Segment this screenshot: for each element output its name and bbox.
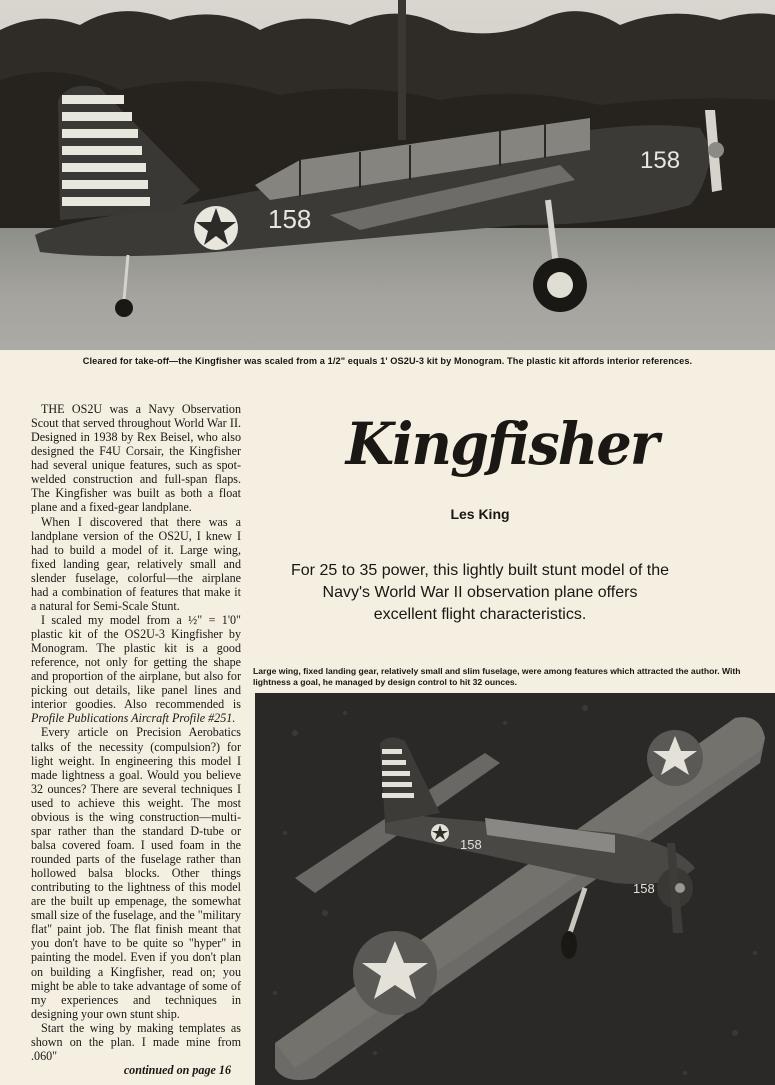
caption-top-photo: Cleared for take-off—the Kingfisher was scaled from a 1/2" equals 1' OS2U-3 kit by Monogram. The plastic kit affords interior references. bbox=[82, 356, 693, 366]
article-title: Kingfisher bbox=[345, 410, 658, 478]
article-author: Les King bbox=[450, 506, 510, 522]
caption-bottom-photo: Large wing, fixed landing gear, relatively small and slim fuselage, were among features which attracted the author. With lightness a goal, he managed by design control to hit 32 ounces. bbox=[253, 666, 741, 687]
fuselage-number-rear: 158 bbox=[268, 204, 312, 234]
cowl-number: 158 bbox=[633, 881, 655, 896]
paragraph-3 bbox=[31, 613, 241, 726]
fuselage-number-side: 158 bbox=[460, 837, 482, 852]
paragraph-5: Start the wing by making templates as shown on the plan. I made mine from .060" bbox=[31, 1020, 241, 1063]
photo-top-airplane-takeoff bbox=[0, 0, 775, 350]
paragraph-2: When I discovered that there was a landplane version of the OS2U, I knew I had to build a model of it. Large wing, fixed landing gear, relatively small and slender fuselage, colorful—the airplane had a combination of features that make it a natural for Semi-Scale Stunt. bbox=[31, 514, 241, 613]
fuselage-number-front: 158 bbox=[640, 147, 681, 174]
article-body bbox=[31, 402, 241, 1077]
paragraph-3-text: I scaled my model from a ½" = 1'0" plastic kit of the OS2U-3 Kingfisher by Monogram. The plastic kit is a good reference, not only for getting the shape and proportion of the airplane, but also for picking out details, like panel lines and interior goodies. Also recommended is bbox=[31, 612, 241, 712]
continued-note: continued on page 16 bbox=[123, 1062, 231, 1077]
paragraph-4: Every article on Precision Aerobatics talks of the necessity (compulsion?) for light weight. In engineering this model I made lightness a goal. Would you believe 32 ounces? There are several techniques I used to achieve this weight. The most obvious is the wing construction—multi-spar rather than the standard D-tube or balsa covered foam. I used foam in the rounded parts of the fuselage rather than hollowed balsa blocks. Other things contributing to the lightness of this model are the built up empenage, the somewhat small size of the fuselage, and the "military flat" paint job. The flat finish meant that you don't have to be quite so "hyper" in painting the model. Even if you don't plan on building a Kingfisher, read on; you might be able to take advantage of some of my experiences and techniques in designing your own stunt ship. bbox=[31, 725, 241, 1021]
paragraph-1: THE OS2U was a Navy Observation Scout that served throughout World War II. Designed in 1938 by Rex Beisel, who also designed the F4U Corsair, the Kingfisher had several unique features, such as spot-welded construction and full-span flaps. The Kingfisher was built as both a float plane and a fixed-gear landplane. bbox=[31, 402, 241, 515]
profile-reference: Profile Publications Aircraft Profile #251. bbox=[31, 711, 236, 726]
photo-bottom-airplane-overhead bbox=[255, 693, 775, 1085]
article-deck: For 25 to 35 power, this lightly built stunt model of the Navy's World War II observation plane offers excellent flight characteristics. bbox=[291, 562, 669, 623]
